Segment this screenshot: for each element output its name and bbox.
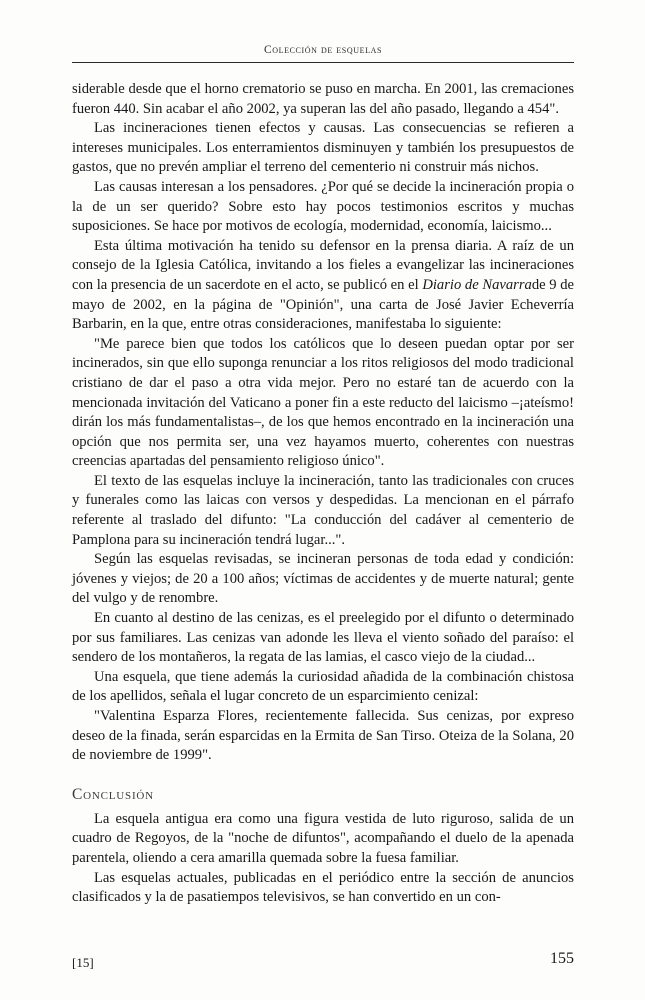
newspaper-title: Diario de Navarra (422, 276, 532, 293)
paragraph-part-after: de 9 de mayo de 2002, en la página de "Opinión", una carta de José Javier Echeverría Barbarin, en la que, entre otras consideraciones, manifestaba lo siguiente: (72, 276, 575, 333)
quoted-paragraph: "Me parece bien que todos los católicos que lo deseen puedan optar por ser incinerados, sin que ello suponga renunciar a los ritos religiosos del modo tradicional cristiano de dar el paso a otra vida mejor. Pero no estaré tan de acuerdo con la mencionada invitación del Vaticano a poner fin a este reducto del laicismo –¡ateísmo! dirán los más fundamentalistas–, de los que hemos encontrado en la incineración una opción que nos permita ser, una vez hayamos muerto, coherentes con nuestras creencias apartadas del pensamiento religioso único". (72, 335, 574, 470)
paragraph-part-before: Esta última motivación ha tenido su defensor en la prensa diaria. A raíz de un consejo de la Iglesia Católica, invitando a los fieles a evangelizar las incineraciones con la presencia de un sacerdote en el acto, se publicó en el (72, 237, 574, 293)
running-head: Colección de esquelas (263, 44, 383, 56)
paragraph-with-italic (72, 237, 574, 335)
paragraph: El texto de las esquelas incluye la incineración, tanto las tradicionales con cruces y funerales como las laicas con versos y despedidas. La mencionan en el párrafo referente al traslado del difunto: "La conducción del cadáver al cementerio de Pamplona para su incineración tendrá lugar...". (72, 472, 574, 548)
section-heading: Conclusión (72, 785, 154, 803)
paragraph: siderable desde que el horno crematorio se puso en marcha. En 2001, las cremaciones fueron 440. Sin acabar el año 2002, ya superan las del año pasado, llegando a 454". (72, 81, 574, 117)
folio-bracket: [15] (72, 955, 94, 970)
quoted-paragraph: "Valentina Esparza Flores, recientemente fallecida. Sus cenizas, por expreso deseo de la finada, serán esparcidas en la Ermita de San Tirso. Oteiza de la Solana, 20 de noviembre de 1999". (72, 708, 574, 764)
paragraph: Las incineraciones tienen efectos y causas. Las consecuencias se refieren a intereses municipales. Los enterramientos disminuyen y también los presupuestos de gastos, que no prevén ampliar el terreno del cementerio ni construir más nichos. (72, 120, 574, 176)
paragraph: Según las esquelas revisadas, se incineran personas de toda edad y condición: jóvenes y viejos; de 20 a 100 años; víctimas de accidentes y de muerte natural; gente del vulgo y de renombre. (72, 551, 574, 607)
page-number: 155 (550, 950, 574, 967)
header-rule (72, 62, 574, 63)
paragraph: En cuanto al destino de las cenizas, es el preelegido por el difunto o determinado por sus familiares. Las cenizas van adonde les lleva el viento soñado del paraíso: el sendero de los montañeros, la regata de las lamias, el casco viejo de la ciudad... (72, 610, 574, 666)
paragraph: Las causas interesan a los pensadores. ¿Por qué se decide la incineración propia o la de un ser querido? Sobre esto hay pocos testimonios escritos y muchas suposiciones. Se hace por motivos de ecología, modernidad, economía, laicismo... (72, 178, 574, 235)
paragraph: Una esquela, que tiene además la curiosidad añadida de la combinación chistosa de los apellidos, señala el lugar concreto de un esparcimiento cenizal: (72, 668, 574, 705)
body-column (72, 80, 574, 908)
paragraph: La esquela antigua era como una figura vestida de luto riguroso, salida de un cuadro de Regoyos, de la "noche de difuntos", acompañando el duelo de la apenada parentela, oliendo a cera amarilla quemada sobre la fuesa familiar. (72, 810, 574, 866)
paragraph: Las esquelas actuales, publicadas en el periódico entre la sección de anuncios clasificados y la de pasatiempos televisivos, se han convertido en un con- (72, 869, 574, 906)
